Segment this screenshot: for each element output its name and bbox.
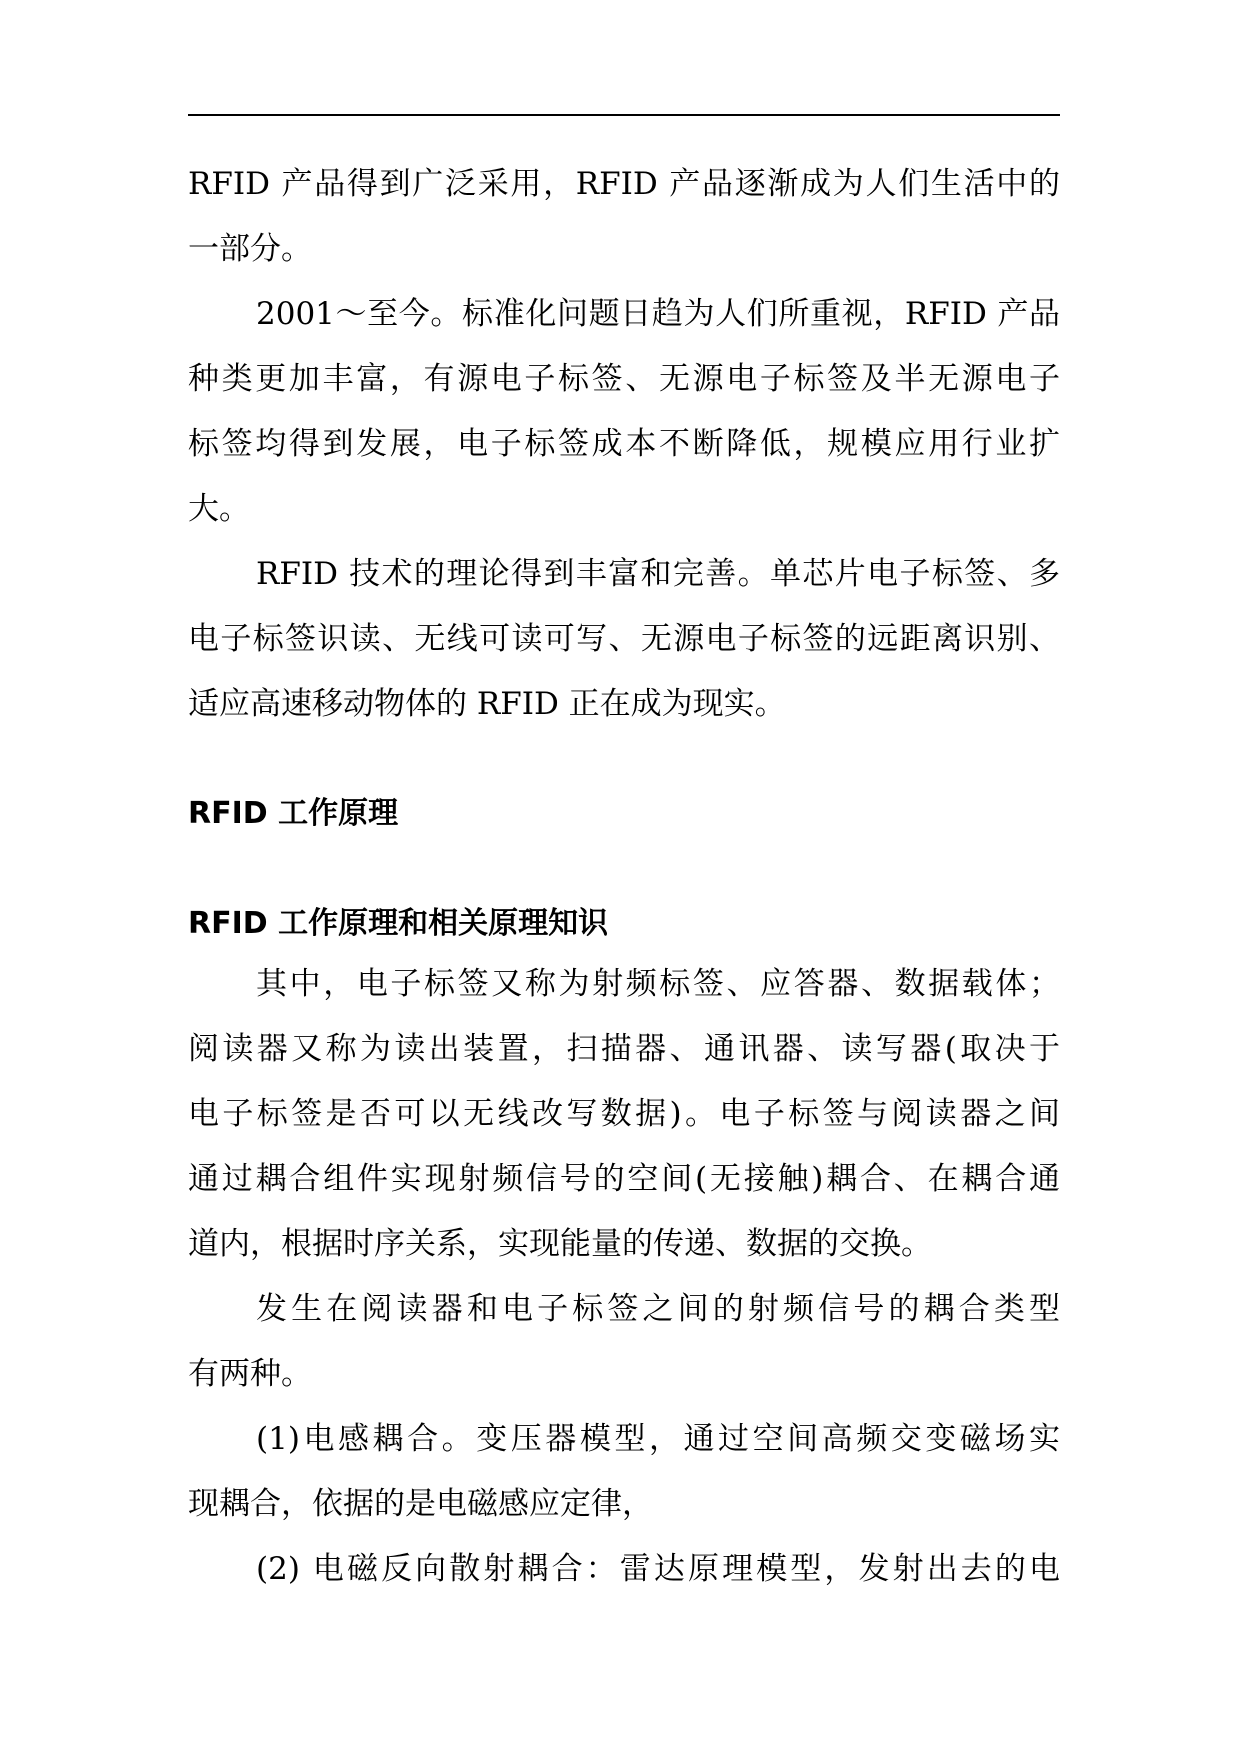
- section-heading: RFID 工作原理: [188, 796, 399, 831]
- header-rule: [188, 114, 1060, 116]
- subsection-heading: RFID 工作原理和相关原理知识: [188, 906, 609, 941]
- text-line: 一部分。: [188, 231, 312, 267]
- text-line: 种类更加丰富，有源电子标签、无源电子标签及半无源电子: [188, 361, 1060, 397]
- text-line: 适应高速移动物体的 RFID 正在成为现实。: [188, 686, 786, 722]
- text-line: 其中，电子标签又称为射频标签、应答器、数据载体；: [256, 966, 1060, 1002]
- text-line: 现耦合，依据的是电磁感应定律，: [188, 1486, 653, 1522]
- text-line: 道内，根据时序关系，实现能量的传递、数据的交换。: [188, 1226, 932, 1262]
- text-line: 有两种。: [188, 1356, 312, 1392]
- text-line: 电子标签是否可以无线改写数据)。电子标签与阅读器之间: [188, 1096, 1060, 1132]
- text-line: 大。: [188, 491, 250, 527]
- text-line: 2001～至今。标准化问题日趋为人们所重视，RFID 产品: [256, 296, 1060, 332]
- text-line: 电子标签识读、无线可读可写、无源电子标签的远距离识别、: [188, 621, 1060, 657]
- text-line: 通过耦合组件实现射频信号的空间(无接触)耦合、在耦合通: [188, 1161, 1060, 1197]
- text-line: (2) 电磁反向散射耦合：雷达原理模型，发射出去的电: [256, 1551, 1060, 1587]
- text-line: 标签均得到发展，电子标签成本不断降低，规模应用行业扩: [188, 426, 1060, 462]
- text-line: 阅读器又称为读出装置，扫描器、通讯器、读写器(取决于: [188, 1031, 1060, 1067]
- text-line: 发生在阅读器和电子标签之间的射频信号的耦合类型: [256, 1291, 1060, 1327]
- text-line: RFID 技术的理论得到丰富和完善。单芯片电子标签、多: [256, 556, 1060, 592]
- text-line: (1)电感耦合。变压器模型，通过空间高频交变磁场实: [256, 1421, 1060, 1457]
- text-line: RFID 产品得到广泛采用，RFID 产品逐渐成为人们生活中的: [188, 166, 1060, 202]
